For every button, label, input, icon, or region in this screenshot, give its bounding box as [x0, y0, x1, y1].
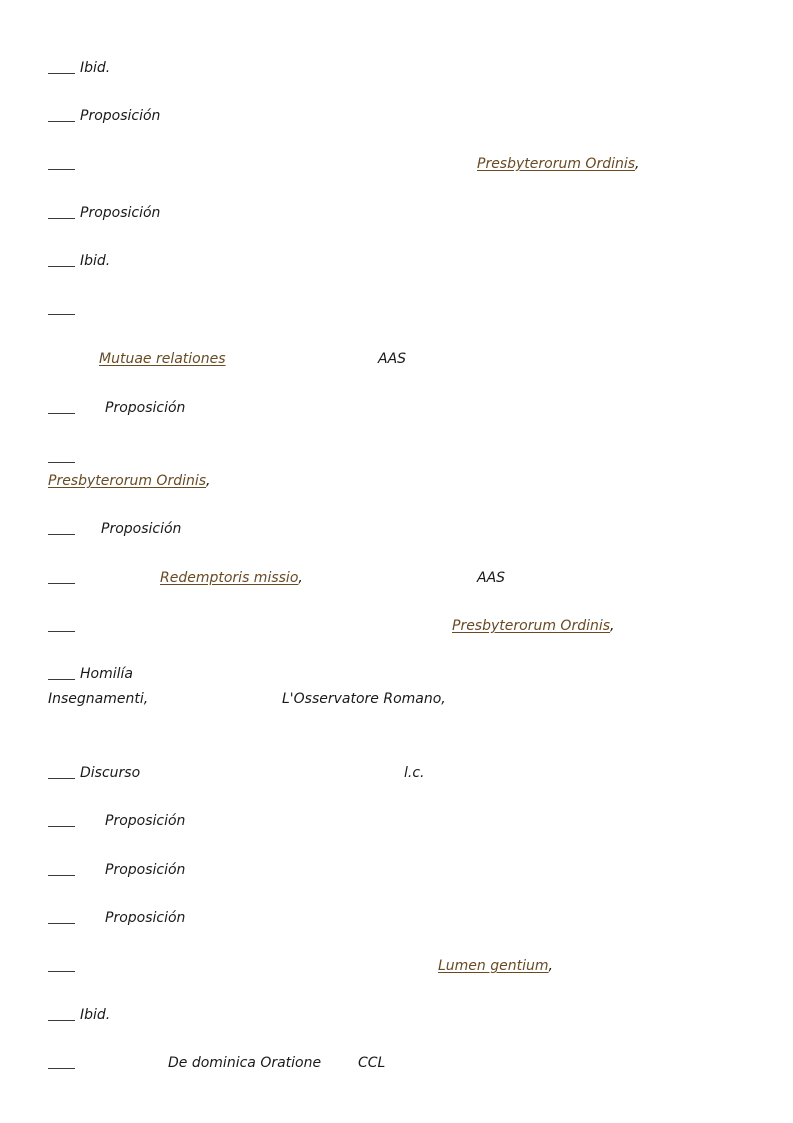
- ibid-text: Ibid.: [80, 1007, 111, 1023]
- proposicion-text: Proposición: [80, 108, 161, 124]
- comma-text: ,: [206, 473, 211, 489]
- footnote-rule: [48, 826, 75, 827]
- footnote-rule: [48, 875, 75, 876]
- presbyterorum-ordinis-link[interactable]: Presbyterorum Ordinis: [48, 473, 207, 489]
- footnote-rule: [48, 679, 75, 680]
- presbyterorum-ordinis-link[interactable]: Presbyterorum Ordinis: [452, 618, 611, 634]
- comma-text: ,: [298, 570, 303, 586]
- comma-text: ,: [548, 958, 553, 974]
- footnote-rule: [48, 169, 75, 170]
- comma-text: ,: [635, 156, 640, 172]
- presbyterorum-ordinis-link[interactable]: Presbyterorum Ordinis: [477, 156, 636, 172]
- footnote-rule: [48, 534, 75, 535]
- footnote-rule: [48, 631, 75, 632]
- redemptoris-missio-link[interactable]: Redemptoris missio: [160, 570, 299, 586]
- osservatore-romano-text: L'Osservatore Romano,: [282, 691, 446, 707]
- footnote-rule: [48, 314, 75, 315]
- proposicion-text: Proposición: [105, 400, 186, 416]
- de-dominica-oratione-text: De dominica Oratione: [168, 1055, 322, 1071]
- footnote-rule: [48, 73, 75, 74]
- ccl-text: CCL: [358, 1055, 386, 1071]
- proposicion-text: Proposición: [105, 910, 186, 926]
- ibid-text: Ibid.: [80, 60, 111, 76]
- lumen-gentium-link[interactable]: Lumen gentium: [438, 958, 549, 974]
- proposicion-text: Proposición: [80, 205, 161, 221]
- footnote-rule: [48, 1068, 75, 1069]
- footnote-rule: [48, 583, 75, 584]
- proposicion-text: Proposición: [101, 521, 182, 537]
- proposicion-text: Proposición: [105, 862, 186, 878]
- discurso-text: Discurso: [80, 765, 141, 781]
- aas-text: AAS: [378, 351, 407, 367]
- comma-text: ,: [610, 618, 615, 634]
- footnote-rule: [48, 971, 75, 972]
- footnote-rule: [48, 266, 75, 267]
- lc-text: l.c.: [404, 765, 425, 781]
- mutuae-relationes-link[interactable]: Mutuae relationes: [99, 351, 226, 367]
- footnote-rule: [48, 413, 75, 414]
- homilia-text: Homilía: [80, 666, 133, 682]
- footnote-rule: [48, 778, 75, 779]
- footnote-rule: [48, 1020, 75, 1021]
- footnote-rule: [48, 462, 75, 463]
- footnote-rule: [48, 923, 75, 924]
- insegnamenti-text: Insegnamenti,: [48, 691, 149, 707]
- footnote-rule: [48, 121, 75, 122]
- footnote-rule: [48, 218, 75, 219]
- ibid-text: Ibid.: [80, 253, 111, 269]
- aas-text: AAS: [477, 570, 506, 586]
- proposicion-text: Proposición: [105, 813, 186, 829]
